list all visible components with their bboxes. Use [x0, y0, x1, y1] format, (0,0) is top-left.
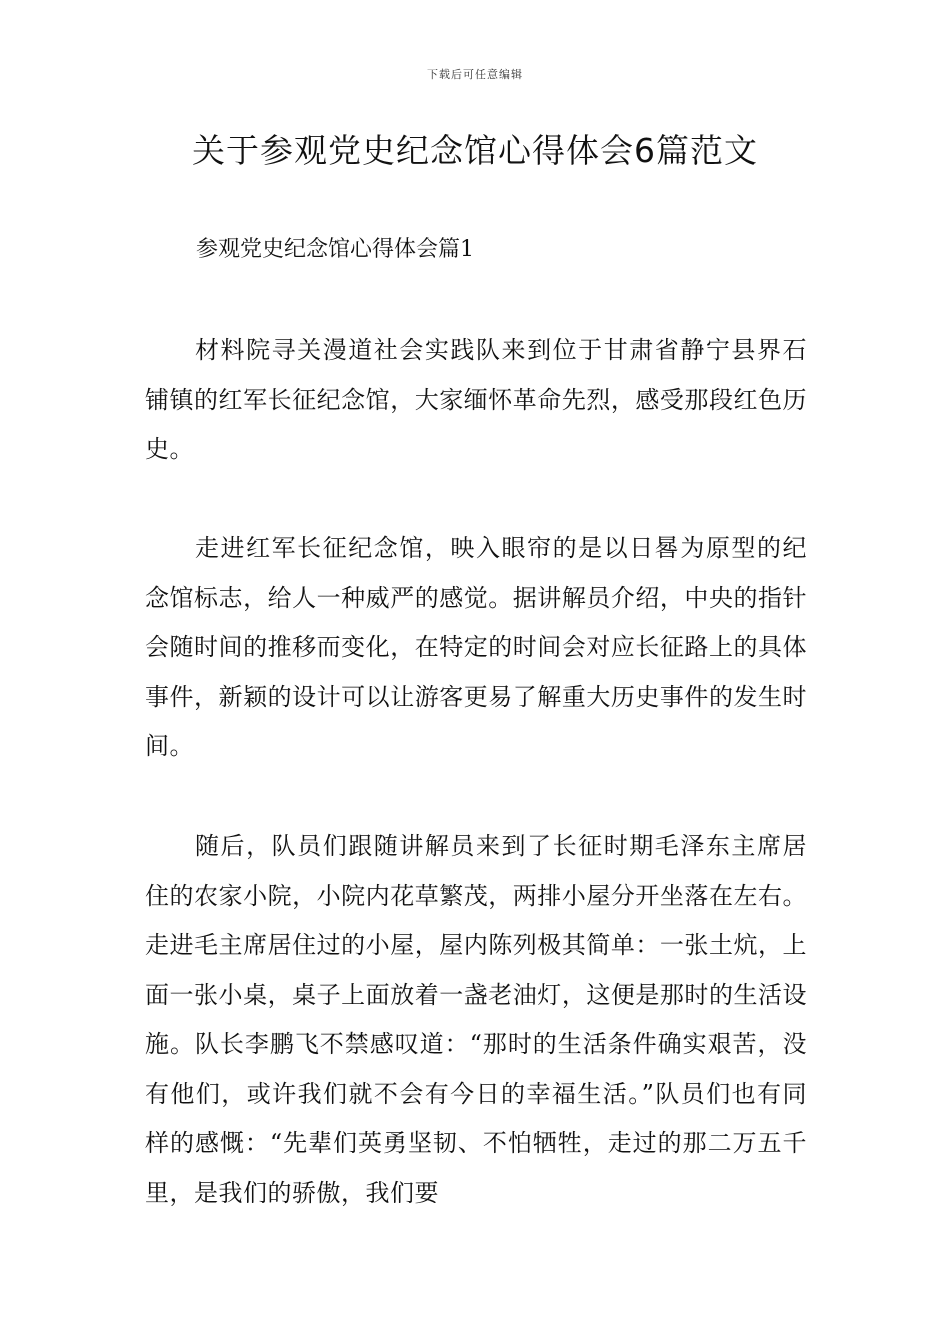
- paragraph-3: 随后，队员们跟随讲解员来到了长征时期毛泽东主席居住的农家小院，小院内花草繁茂，两排小屋分开坐落在左右。走进毛主席居住过的小屋，屋内陈列极其简单：一张土炕，上面一张小桌，桌子上面放着一盏老油灯，这便是那时的生活设施。队长李鹏飞不禁感叹道：“那时的生活条件确实艰苦，没有他们，或许我们就不会有今日的幸福生活。”队员们也有同样的感慨：“先辈们英勇坚韧、不怕牺牲，走过的那二万五千里，是我们的骄傲，我们要: [145, 832, 807, 1207]
- paragraph-2: 走进红军长征纪念馆，映入眼帘的是以日晷为原型的纪念馆标志，给人一种威严的感觉。据讲解员介绍，中央的指针会随时间的推移而变化，在特定的时间会对应长征路上的具体事件，新颖的设计可以让游客更易了解重大历史事件的发生时间。: [145, 534, 807, 760]
- paragraph-1: 材料院寻关漫道社会实践队来到位于甘肃省静宁县界石铺镇的红军长征纪念馆，大家缅怀革命先烈，感受那段红色历史。: [145, 336, 807, 463]
- section-heading: 参观党史纪念馆心得体会篇1: [196, 237, 474, 262]
- header-note: 下载后可任意编辑: [427, 68, 523, 81]
- document-title: 关于参观党史纪念馆心得体会6篇范文: [192, 131, 758, 170]
